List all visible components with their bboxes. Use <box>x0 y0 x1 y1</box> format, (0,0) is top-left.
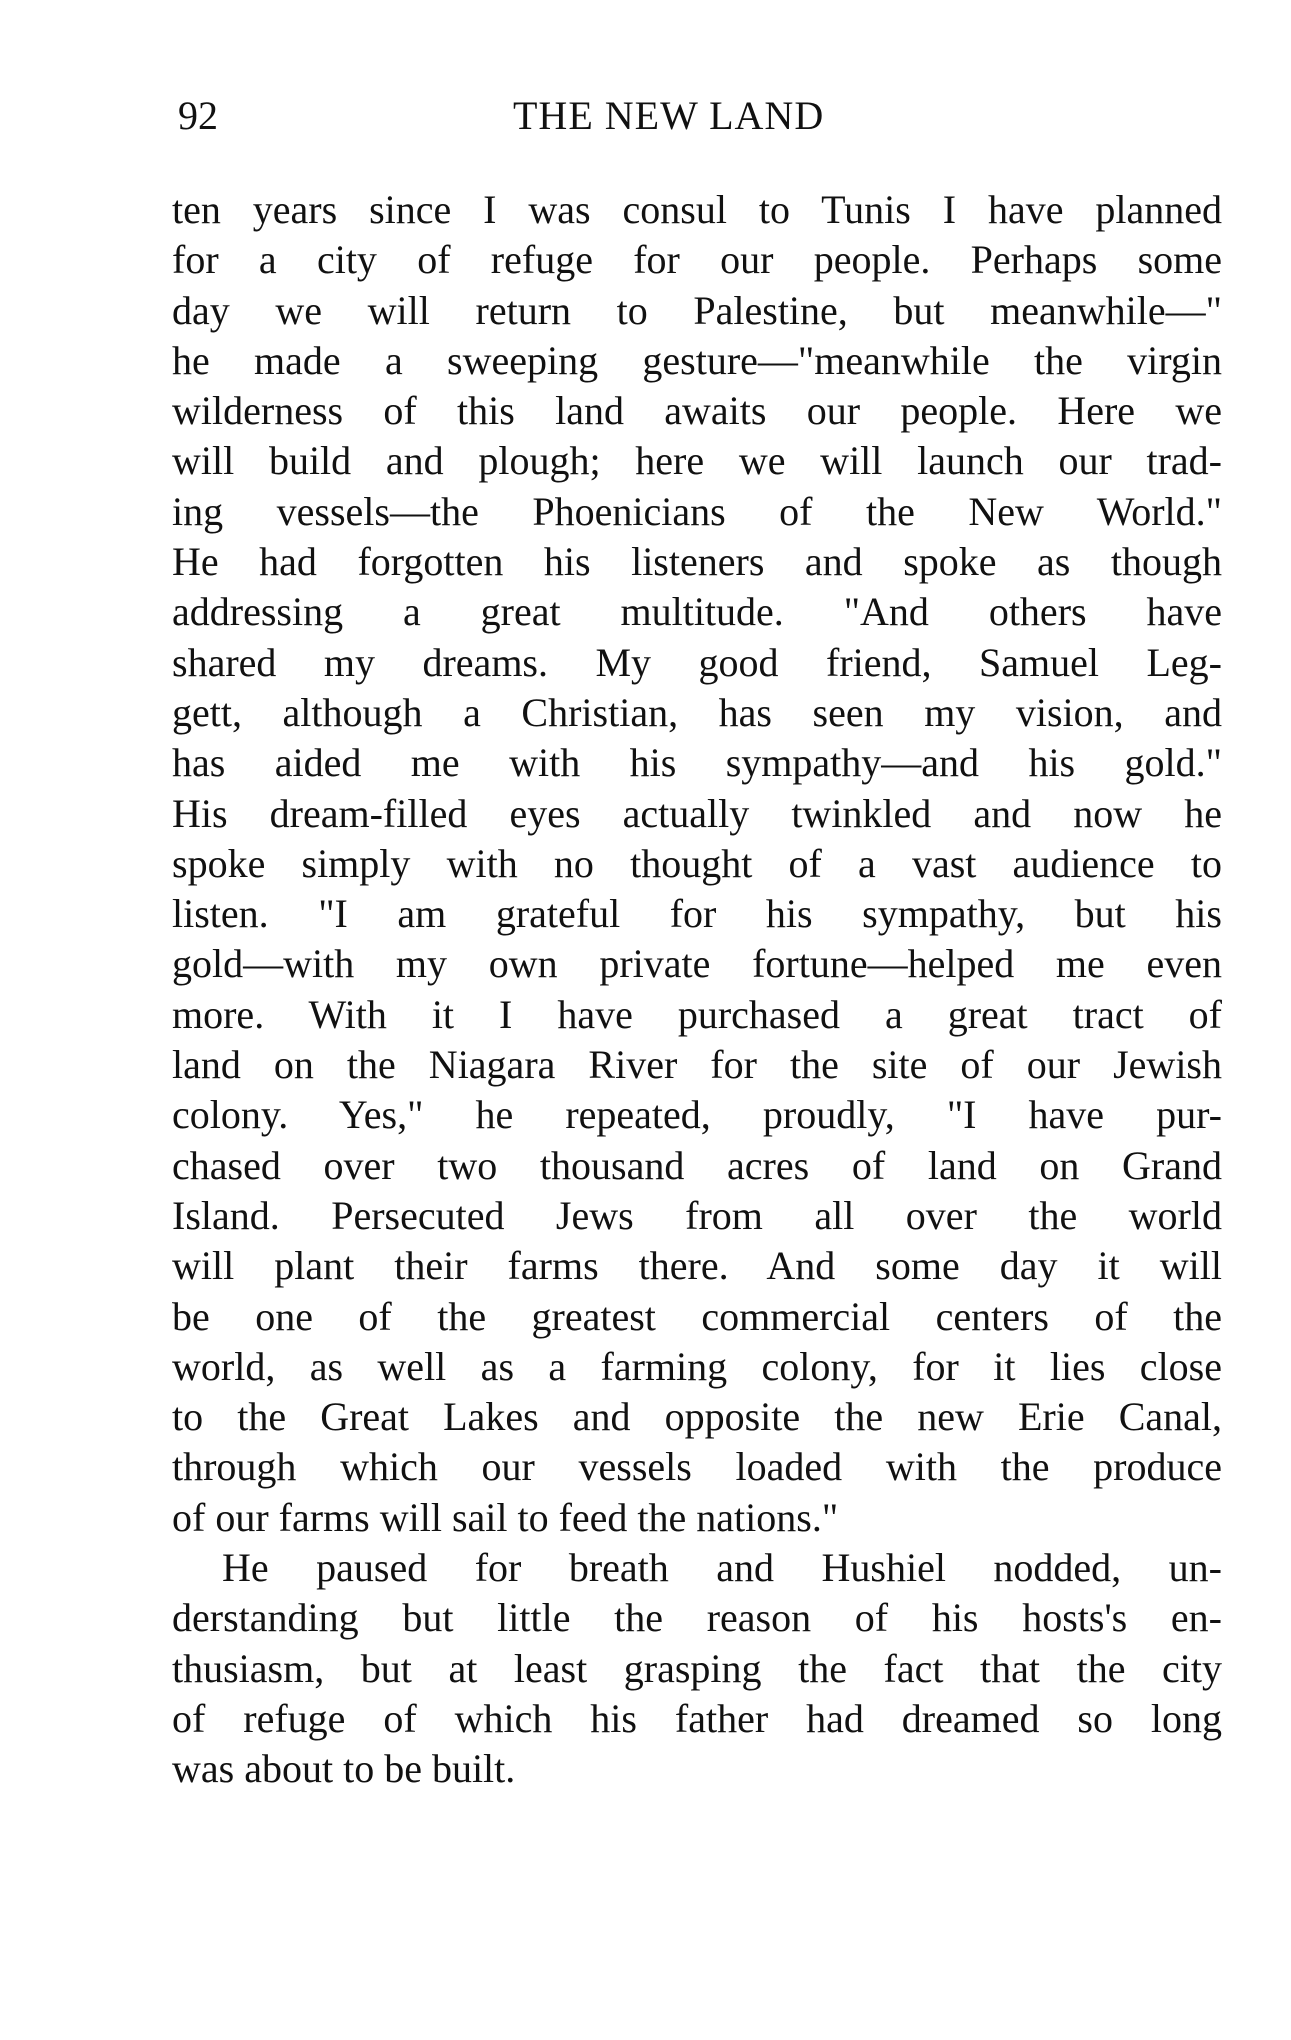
text-line: listen. "I am grateful for his sympathy, but his <box>172 891 1222 937</box>
text-line: he made a sweeping gesture—"meanwhile the virgin <box>172 337 1222 383</box>
body-text <box>172 185 1222 1795</box>
text-line: Island. Persecuted Jews from all over the world <box>172 1192 1222 1238</box>
text-line: of refuge of which his father had dreamed so long <box>172 1695 1222 1741</box>
text-line: addressing a great multitude. "And others have <box>172 589 1222 635</box>
text-line: for a city of refuge for our people. Perhaps some <box>172 237 1222 283</box>
text-line: derstanding but little the reason of his hosts's en- <box>172 1595 1222 1641</box>
page-number: 92 <box>178 93 218 138</box>
text-line: world, as well as a farming colony, for it lies close <box>172 1343 1222 1389</box>
text-line: be one of the greatest commercial centers of the <box>172 1293 1222 1339</box>
text-line: has aided me with his sympathy—and his gold." <box>172 740 1222 786</box>
text-line: was about to be built. <box>172 1746 516 1792</box>
text-line: gett, although a Christian, has seen my vision, and <box>172 689 1222 735</box>
text-line: day we will return to Palestine, but meanwhile—" <box>172 287 1222 333</box>
paragraph-1 <box>172 185 1222 1543</box>
running-title: THE NEW LAND <box>513 93 825 138</box>
text-line: His dream-filled eyes actually twinkled and now he <box>172 790 1222 836</box>
text-line: ten years since I was consul to Tunis I have planned <box>172 187 1222 232</box>
text-line: thusiasm, but at least grasping the fact that the city <box>172 1645 1222 1691</box>
text-line: colony. Yes," he repeated, proudly, "I have pur- <box>172 1092 1222 1138</box>
text-line: land on the Niagara River for the site of our Jewish <box>172 1042 1222 1088</box>
text-line: spoke simply with no thought of a vast audience to <box>172 840 1222 886</box>
text-line: He paused for breath and Hushiel nodded, un- <box>222 1545 1222 1591</box>
text-line: will build and plough; here we will launch our trad- <box>172 438 1222 484</box>
text-line: shared my dreams. My good friend, Samuel Leg- <box>172 639 1222 685</box>
text-line: more. With it I have purchased a great tract of <box>172 991 1222 1037</box>
text-line: to the Great Lakes and opposite the new Erie Canal, <box>172 1394 1222 1440</box>
page-header <box>178 86 1228 146</box>
paragraph-2 <box>172 1543 1222 1794</box>
text-line: wilderness of this land awaits our people. Here we <box>172 388 1222 434</box>
text-line: of our farms will sail to feed the nations." <box>172 1494 839 1540</box>
text-line: chased over two thousand acres of land on Grand <box>172 1142 1222 1188</box>
text-line: He had forgotten his listeners and spoke as though <box>172 539 1222 585</box>
text-line: will plant their farms there. And some day it will <box>172 1243 1222 1289</box>
text-line: gold—with my own private fortune—helped me even <box>172 941 1222 987</box>
text-line: ing vessels—the Phoenicians of the New World." <box>172 488 1222 534</box>
text-line: through which our vessels loaded with the produce <box>172 1444 1222 1490</box>
